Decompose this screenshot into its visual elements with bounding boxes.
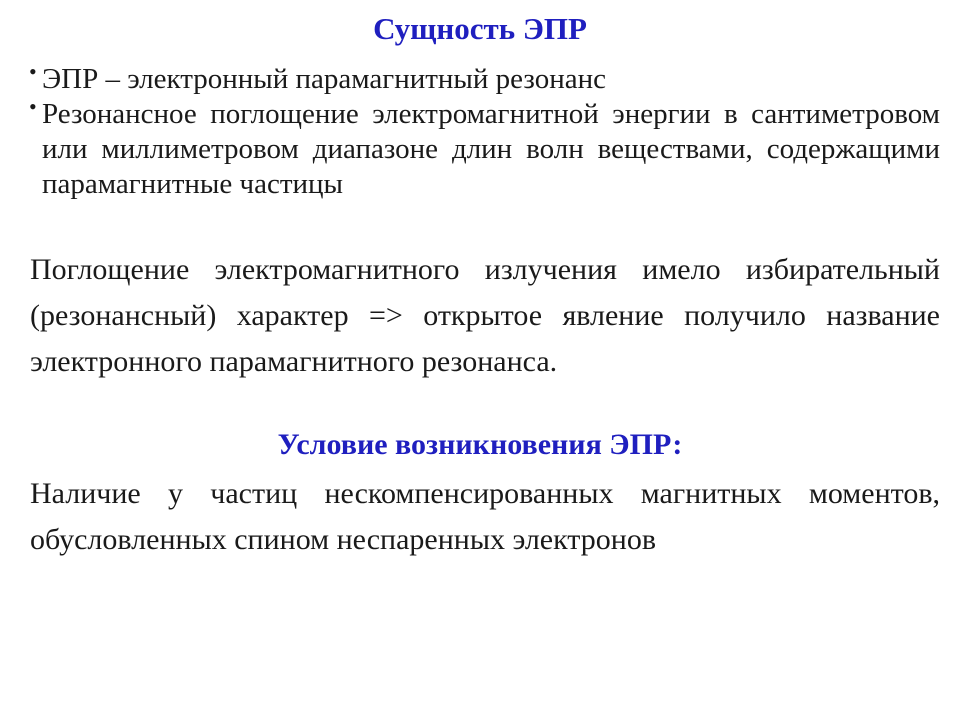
section-subtitle: Условие возникновения ЭПР:	[277, 428, 683, 461]
bullet-text: Резонансное поглощение электромагнитной энергии в сантиметровом или миллиметровом диапазоне длин волн веществами, содержащими парамагнитные частицы	[42, 98, 940, 200]
slide-title: Сущность ЭПР	[373, 11, 587, 46]
bullet-dot-icon: •	[29, 59, 37, 84]
paragraph-condition: Наличие у частиц нескомпенсированных магнитных моментов, обусловленных спином неспаренных электронов	[30, 477, 940, 556]
bullet-item	[29, 59, 940, 97]
paragraph-absorption: Поглощение электромагнитного излучения имело избирательный (резонансный) характер => открытое явление получило название электронного парамагнитного резонанса.	[30, 253, 940, 378]
bullet-item	[29, 94, 940, 202]
bullet-list	[29, 59, 940, 202]
bullet-text: ЭПР – электронный парамагнитный резонанс	[42, 63, 606, 95]
bullet-dot-icon: •	[29, 94, 37, 119]
